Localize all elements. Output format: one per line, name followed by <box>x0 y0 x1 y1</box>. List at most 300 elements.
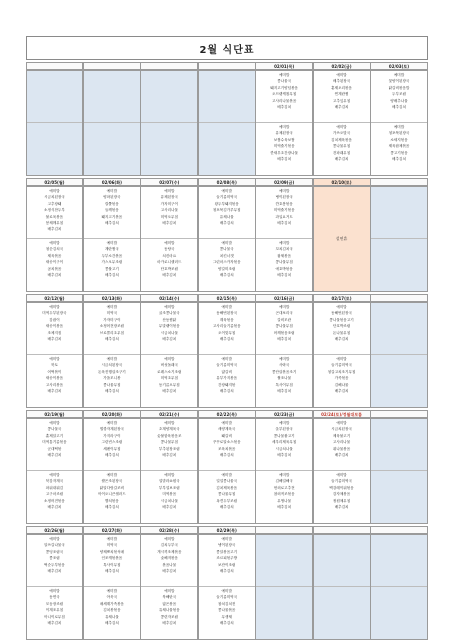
menu-item: 찐계란찜 <box>334 92 349 97</box>
menu-item: 배추김치 <box>219 388 234 393</box>
menu-item: 양파된장국 <box>103 195 121 200</box>
menu-item: 배추김치 <box>334 388 349 393</box>
menu-item: 배추김치 <box>47 568 62 573</box>
day-date <box>198 62 256 70</box>
menu-item: 콩덩조림국 <box>45 549 64 554</box>
menu-item: 배추김치 <box>334 156 349 161</box>
menu-item: 예미밥 <box>278 125 290 129</box>
day-menu-cell <box>26 186 84 292</box>
menu-item: 모듬장조림 <box>45 601 64 606</box>
day-date: 02/15(목) <box>198 294 256 302</box>
menu-item: 올부된장국 <box>275 427 293 432</box>
menu-item: 감자채볶음 <box>332 492 351 497</box>
menu-item: 부추된장조림 <box>158 446 180 451</box>
menu-item: 미역두부된장국 <box>42 311 67 316</box>
menu-item: 콩나물무침 <box>275 260 293 265</box>
menu-item: 배추김치 <box>162 504 177 509</box>
lunch-block <box>314 303 370 355</box>
menu-grid <box>26 62 428 640</box>
lunch-block <box>141 303 197 355</box>
dinner-block <box>84 471 140 523</box>
menu-item: 배추김치 <box>162 620 177 625</box>
day-menu-cell <box>26 302 84 408</box>
menu-item: 김치두부국 <box>160 543 178 548</box>
menu-item: 북토 <box>50 363 58 368</box>
menu-item: 배추김치 <box>334 336 349 341</box>
menu-item: 청순김치국 <box>45 247 64 252</box>
menu-item: 개시끼조제볶음 <box>157 549 182 554</box>
menu-item: 콩나물무침 <box>103 382 121 387</box>
menu-item: 배추김치 <box>104 620 119 625</box>
menu-item: 무생나물 <box>277 498 292 503</box>
menu-item: 배추김치 <box>277 452 292 457</box>
menu-item: 새팬이무침 <box>103 446 121 451</box>
menu-item: 콩나물볶음 <box>218 608 236 613</box>
dinner-block <box>199 123 255 175</box>
menu-item: 양갈미조림 <box>218 266 236 271</box>
menu-item: 예미밥 <box>278 241 290 245</box>
menu-item: 콩조림 <box>49 556 60 561</box>
dinner-block <box>314 587 370 639</box>
menu-item: 배추김치 <box>162 388 177 393</box>
menu-item: 동해번된장국 <box>216 311 238 316</box>
menu-item: 보쌈수육보쌈 <box>273 137 295 142</box>
menu-item: 유채된장국 <box>275 131 293 136</box>
menu-item: 콩불고기 <box>104 266 119 271</box>
menu-item: 쌀은조된장국 <box>101 479 123 484</box>
day-date: 02/13(화) <box>83 294 141 302</box>
dinner-block <box>256 587 312 639</box>
menu-item: 미역줄기볶음 <box>273 208 295 213</box>
menu-item: 예미밥 <box>278 357 290 361</box>
day-date: 02/28(수) <box>140 526 198 534</box>
day-date <box>370 178 428 186</box>
day-date: 02/24(토)/정월대보름 <box>313 410 371 418</box>
menu-item: 시금치나물 <box>160 498 178 503</box>
menu-item: 들기름미역국 <box>331 363 352 368</box>
dinner-block <box>256 471 312 523</box>
menu-item: 가지라구이 <box>103 433 121 438</box>
dinner-block <box>27 587 83 639</box>
lunch-block <box>199 187 255 239</box>
week-meals <box>26 534 428 640</box>
lunch-block <box>84 419 140 471</box>
week-row <box>26 410 428 524</box>
day-date: 02/01(목) <box>255 62 313 70</box>
menu-item: 톡사이무침 <box>103 562 121 567</box>
menu-item: 예미밥 <box>106 357 118 361</box>
menu-item: 유채된장국 <box>160 195 178 200</box>
holiday-cell <box>313 186 371 292</box>
menu-item: 예미밥 <box>221 537 232 541</box>
menu-item: 배추김치 <box>162 452 177 457</box>
menu-item: 얇은볶음 <box>162 601 177 606</box>
day-menu-cell <box>255 302 313 408</box>
menu-item: 예미밥 <box>164 357 175 361</box>
menu-item: 부부얼보조림 <box>158 485 180 490</box>
menu-item: 콩나물국 <box>277 79 292 84</box>
week-header <box>26 526 428 534</box>
menu-item: 쌀조나물 <box>277 376 292 381</box>
menu-item: 얼얼콩나물국 <box>216 479 238 484</box>
menu-item: 과일요거트 <box>275 214 293 219</box>
menu-item: 배추김치 <box>219 220 234 225</box>
menu-item: 불로육볶음 <box>45 214 64 219</box>
menu-item: 깐새우초간장나물 <box>270 150 299 155</box>
dinner-block <box>141 355 197 407</box>
menu-item: 돼지고기볶음 <box>101 214 123 219</box>
menu-item: 유채나물볶음 <box>158 608 180 613</box>
empty-day-cell <box>313 534 371 640</box>
lunch-block <box>314 71 370 123</box>
menu-item: 깐호봉볶음 <box>275 201 293 206</box>
menu-item: 청갈고치조기무침 <box>327 369 356 374</box>
day-date <box>26 62 84 70</box>
menu-item: 떡순두부볶음 <box>44 562 65 567</box>
menu-item: 예미밥 <box>49 473 60 477</box>
menu-item: 배추김치 <box>277 336 292 341</box>
dinner-block <box>27 123 83 175</box>
dinner-block <box>256 355 312 407</box>
menu-item: 콩나물국 <box>47 427 62 432</box>
menu-item: 닭갈비볶음밥 <box>388 85 410 90</box>
menu-item: 이계조무침 <box>45 608 64 613</box>
day-date: 02/14(수) <box>140 294 198 302</box>
menu-item: 군대떡볶 <box>47 446 62 451</box>
menu-item: 콩련자조림 <box>160 614 178 619</box>
menu-item: 단호박조림 <box>160 266 178 271</box>
lunch-block <box>371 535 427 587</box>
dinner-block <box>199 239 255 291</box>
menu-item: 콩나물불고기 <box>273 433 295 438</box>
menu-item: 청포묵김가루무침 <box>212 208 241 213</box>
empty-day-cell <box>140 70 198 176</box>
menu-item: 배추김치 <box>277 504 292 509</box>
menu-item: 예미밥 <box>278 189 290 193</box>
menu-item: 가스오무조림 <box>101 260 123 265</box>
menu-item: 참외적조볶음 <box>273 492 295 497</box>
day-menu-cell <box>26 418 84 524</box>
menu-item: 시금치나물 <box>160 330 178 335</box>
menu-item: 예미밥 <box>278 421 290 425</box>
menu-item: 동기름오무침 <box>158 382 180 387</box>
day-menu-cell <box>140 534 198 640</box>
day-date: 02/26(월) <box>26 526 84 534</box>
day-date: 02/05(월) <box>26 178 84 186</box>
day-date <box>83 62 141 70</box>
menu-item: 배추김치 <box>104 568 119 573</box>
menu-item: 콩나물국 <box>219 247 234 252</box>
menu-item: 배추김치 <box>104 452 119 457</box>
day-menu-cell <box>83 302 141 408</box>
menu-item: 예미밥 <box>336 473 347 477</box>
menu-item: 숯불함육볶음조 <box>157 433 182 438</box>
menu-item: 배추김치 <box>277 272 292 277</box>
menu-item: 콩나물무침 <box>275 324 293 329</box>
menu-item: 북해탄국 <box>162 595 177 600</box>
menu-item: 동면국 <box>49 595 60 600</box>
menu-item: 배추김치 <box>219 336 234 341</box>
week-row <box>26 294 428 408</box>
menu-item: 배추김치 <box>334 504 349 509</box>
menu-item: 미역볶음 <box>162 492 177 497</box>
menu-item: 김치제육볶음 <box>331 137 352 142</box>
lunch-block <box>371 303 427 355</box>
empty-day-cell <box>370 302 428 408</box>
day-date: 02/12(월) <box>26 294 84 302</box>
menu-item: 예미밥 <box>164 537 175 541</box>
menu-item: 예미밥 <box>49 241 60 245</box>
dinner-block <box>141 471 197 523</box>
menu-item: 잡채볶음 <box>277 253 292 258</box>
day-menu-cell <box>83 418 141 524</box>
menu-item: 취나물볶음 <box>332 446 351 451</box>
menu-item: 배추김치 <box>334 452 349 457</box>
menu-item: 아니이로무침 <box>44 614 65 619</box>
menu-item: 소정어전장조림 <box>99 324 125 329</box>
menu-item: 예미밥 <box>278 73 290 77</box>
menu-item: 시금치된장국 <box>331 427 352 432</box>
menu-item: 예미밥 <box>393 73 405 77</box>
lunch-block <box>371 419 427 471</box>
dinner-block <box>84 587 140 639</box>
week-header <box>26 62 428 70</box>
menu-item: 어떡볶이 <box>47 369 62 374</box>
menu-item: 그린마스카자볶음 <box>212 260 241 265</box>
menu-item: 콩알볶음고기 <box>216 549 238 554</box>
menu-item: 동탕국 <box>164 247 175 252</box>
lunch-block <box>27 419 83 471</box>
menu-item: 예미밥 <box>336 421 347 425</box>
holiday-note: 설연휴 <box>335 236 348 241</box>
menu-item: 제육잡채볶음 <box>388 144 410 149</box>
day-date <box>255 526 313 534</box>
menu-item: 예미밥 <box>106 189 118 193</box>
day-date: 02/19(월) <box>26 410 84 418</box>
menu-item: 예미밥 <box>164 189 175 193</box>
menu-item: 배추김치 <box>47 388 62 393</box>
lunch-block <box>27 303 83 355</box>
dinner-block <box>371 587 427 639</box>
dinner-block <box>314 471 370 523</box>
menu-item: 배추김치 <box>47 620 62 625</box>
day-date: 02/06(화) <box>83 178 141 186</box>
menu-page <box>26 36 428 640</box>
dinner-block <box>141 239 197 291</box>
day-date: 02/10(토) <box>313 178 371 186</box>
menu-item: 새양계육국 <box>218 427 236 432</box>
day-date: 02/08(목) <box>198 178 256 186</box>
menu-item: 가자미구이 <box>160 201 178 206</box>
lunch-block <box>141 535 197 587</box>
menu-item: 가족볶음 <box>334 376 349 381</box>
dinner-block <box>256 239 312 291</box>
menu-item: 배추김치 <box>47 227 62 232</box>
menu-item: 헌외로고추전 <box>273 485 295 490</box>
day-date <box>313 526 371 534</box>
menu-item: 감잡이 <box>49 317 60 322</box>
menu-item: 콩나물무침 <box>332 144 351 149</box>
day-date <box>370 410 428 418</box>
menu-item: 예미밥 <box>164 589 175 593</box>
menu-item: 치킨너겟 <box>219 253 234 258</box>
menu-item: 들깨볶음 <box>104 208 119 213</box>
menu-item: 배추된장국 <box>332 79 351 84</box>
menu-item: 미역초무침 <box>160 376 178 381</box>
lunch-block <box>27 187 83 239</box>
day-menu-cell <box>198 186 256 292</box>
week-meals <box>26 418 428 524</box>
lunch-block <box>256 303 312 355</box>
menu-item: 매세계가족볶음 <box>99 601 125 606</box>
day-menu-cell <box>313 418 371 524</box>
day-menu-cell <box>26 534 84 640</box>
day-menu-cell <box>198 302 256 408</box>
menu-item: 예미밥 <box>164 241 175 245</box>
day-date: 02/16(금) <box>255 294 313 302</box>
day-menu-cell <box>198 418 256 524</box>
menu-item: 마카로니샐러드 <box>157 260 182 265</box>
dinner-block <box>199 355 255 407</box>
menu-item: 시금치나물 <box>275 446 293 451</box>
menu-item: 김해나물 <box>334 382 349 387</box>
menu-item: 들기름미역국 <box>216 595 238 600</box>
menu-item: 고사리나물볶음 <box>271 98 297 103</box>
menu-item: 산동찜닭 <box>162 317 177 322</box>
menu-item: 배추김치 <box>47 504 62 509</box>
empty-day-cell <box>83 70 141 176</box>
day-date: 02/22(목) <box>198 410 256 418</box>
menu-item: 배추김치 <box>277 220 292 225</box>
menu-item: 건파래무침 <box>332 150 351 155</box>
lunch-block <box>141 71 197 123</box>
menu-item: 예미밥 <box>393 125 405 129</box>
menu-item: 김치제육볶음 <box>216 485 238 490</box>
menu-item: 배추김치 <box>219 272 234 277</box>
day-date: 02/20(화) <box>83 410 141 418</box>
menu-item: 초계양계육국 <box>158 427 180 432</box>
menu-item: 얇갈비 <box>221 369 232 374</box>
dinner-block <box>27 239 83 291</box>
menu-item: 콩나물볶음고기 <box>329 317 354 322</box>
menu-item: 제육볶음 <box>47 253 62 258</box>
lunch-block <box>27 71 83 123</box>
menu-item: 고사리나물 <box>332 440 351 445</box>
menu-item: 숯해저볶음 <box>160 556 178 561</box>
menu-item: 무말랭이볶음 <box>158 324 180 329</box>
menu-item: 들기름미역국 <box>216 195 238 200</box>
menu-item: 예미밥 <box>221 473 232 477</box>
menu-item: 돈나물무침 <box>332 330 351 335</box>
menu-item: 꽃양이된장국 <box>388 79 410 84</box>
lunch-block <box>141 187 197 239</box>
empty-day-cell <box>26 70 84 176</box>
menu-item: 예미밥 <box>49 189 60 193</box>
dinner-block <box>84 239 140 291</box>
menu-item: 참치김치전 <box>218 601 236 606</box>
menu-item: 예미밥 <box>106 241 118 245</box>
menu-item: 유채나물 <box>219 214 234 219</box>
menu-item: 예미밥 <box>221 305 232 309</box>
menu-item: 돼갈비 <box>221 433 232 438</box>
menu-item: 소세지볶음 <box>390 137 408 142</box>
menu-item: 단호박조림 <box>332 324 351 329</box>
menu-item: 곰치볶음 <box>47 266 62 271</box>
menu-item: 예미밥 <box>221 357 232 361</box>
day-date <box>370 526 428 534</box>
day-menu-cell <box>313 70 371 176</box>
dinner-block <box>84 123 140 175</box>
dinner-block <box>371 471 427 523</box>
day-date: 02/27(화) <box>83 526 141 534</box>
lunch-block <box>199 71 255 123</box>
menu-item: 옥견두부조림 <box>216 498 238 503</box>
day-menu-cell <box>255 418 313 524</box>
menu-item: 미역줄기볶음 <box>273 144 295 149</box>
lunch-block <box>256 419 312 471</box>
menu-item: 사락국 <box>278 363 290 368</box>
lunch-block <box>371 187 427 239</box>
day-date <box>140 62 198 70</box>
menu-item: 콩고기볶음 <box>390 150 408 155</box>
menu-item: 정원채무침 <box>332 498 351 503</box>
menu-item: 세우리제육무침 <box>271 440 297 445</box>
menu-item: 고구마조림 <box>45 492 64 497</box>
menu-item: 아욱국 <box>106 595 118 600</box>
menu-item: 가을모니볶 <box>103 376 121 381</box>
menu-item: 조체지짐 <box>47 330 62 335</box>
menu-item: 제육불고기 <box>332 433 351 438</box>
menu-item: 예미밥 <box>336 125 347 129</box>
menu-item: 새송이구이 <box>45 260 64 265</box>
menu-item: 오므렛케찹무침 <box>271 92 297 97</box>
day-menu-cell <box>140 186 198 292</box>
menu-item: 예미밥 <box>106 421 118 425</box>
menu-item: 소정식찬두부 <box>44 208 65 213</box>
week-row <box>26 178 428 292</box>
menu-item: 들기름미역국 <box>331 479 352 484</box>
menu-item: 배추김치 <box>162 220 177 225</box>
menu-item: 오이맛무침 <box>218 330 236 335</box>
menu-item: 예미밥 <box>49 537 60 541</box>
menu-item: 예미밥 <box>49 589 60 593</box>
day-date: 02/09(금) <box>255 178 313 186</box>
menu-item: 배추김치 <box>47 336 62 341</box>
day-date: 02/02(금) <box>313 62 371 70</box>
lunch-block <box>84 71 140 123</box>
day-date: 02/21(수) <box>140 410 198 418</box>
menu-item: 훈제오리볶음 <box>331 85 352 90</box>
menu-item: 배추김치 <box>219 620 234 625</box>
lunch-block <box>199 303 255 355</box>
menu-item: 배추김치 <box>104 220 119 225</box>
menu-item: 배추김치 <box>47 272 62 277</box>
menu-item: 봉채깨무침 <box>45 220 64 225</box>
week-meals <box>26 186 428 292</box>
dinner-block <box>199 471 255 523</box>
dinner-block <box>371 239 427 291</box>
menu-item: 동해번된장국 <box>331 311 352 316</box>
lunch-block <box>371 71 427 123</box>
menu-item: 청포묵된장국 <box>388 131 410 136</box>
menu-item: 예미밥 <box>106 305 118 309</box>
day-menu-cell <box>255 186 313 292</box>
day-date: 02/23(금) <box>255 410 313 418</box>
menu-item: 떨깡자계된장국 <box>99 427 125 432</box>
menu-item: 북감자계국 <box>45 479 64 484</box>
page-title: 2월 식단표 <box>26 36 428 60</box>
menu-item: 그린빈스조림 <box>101 440 123 445</box>
